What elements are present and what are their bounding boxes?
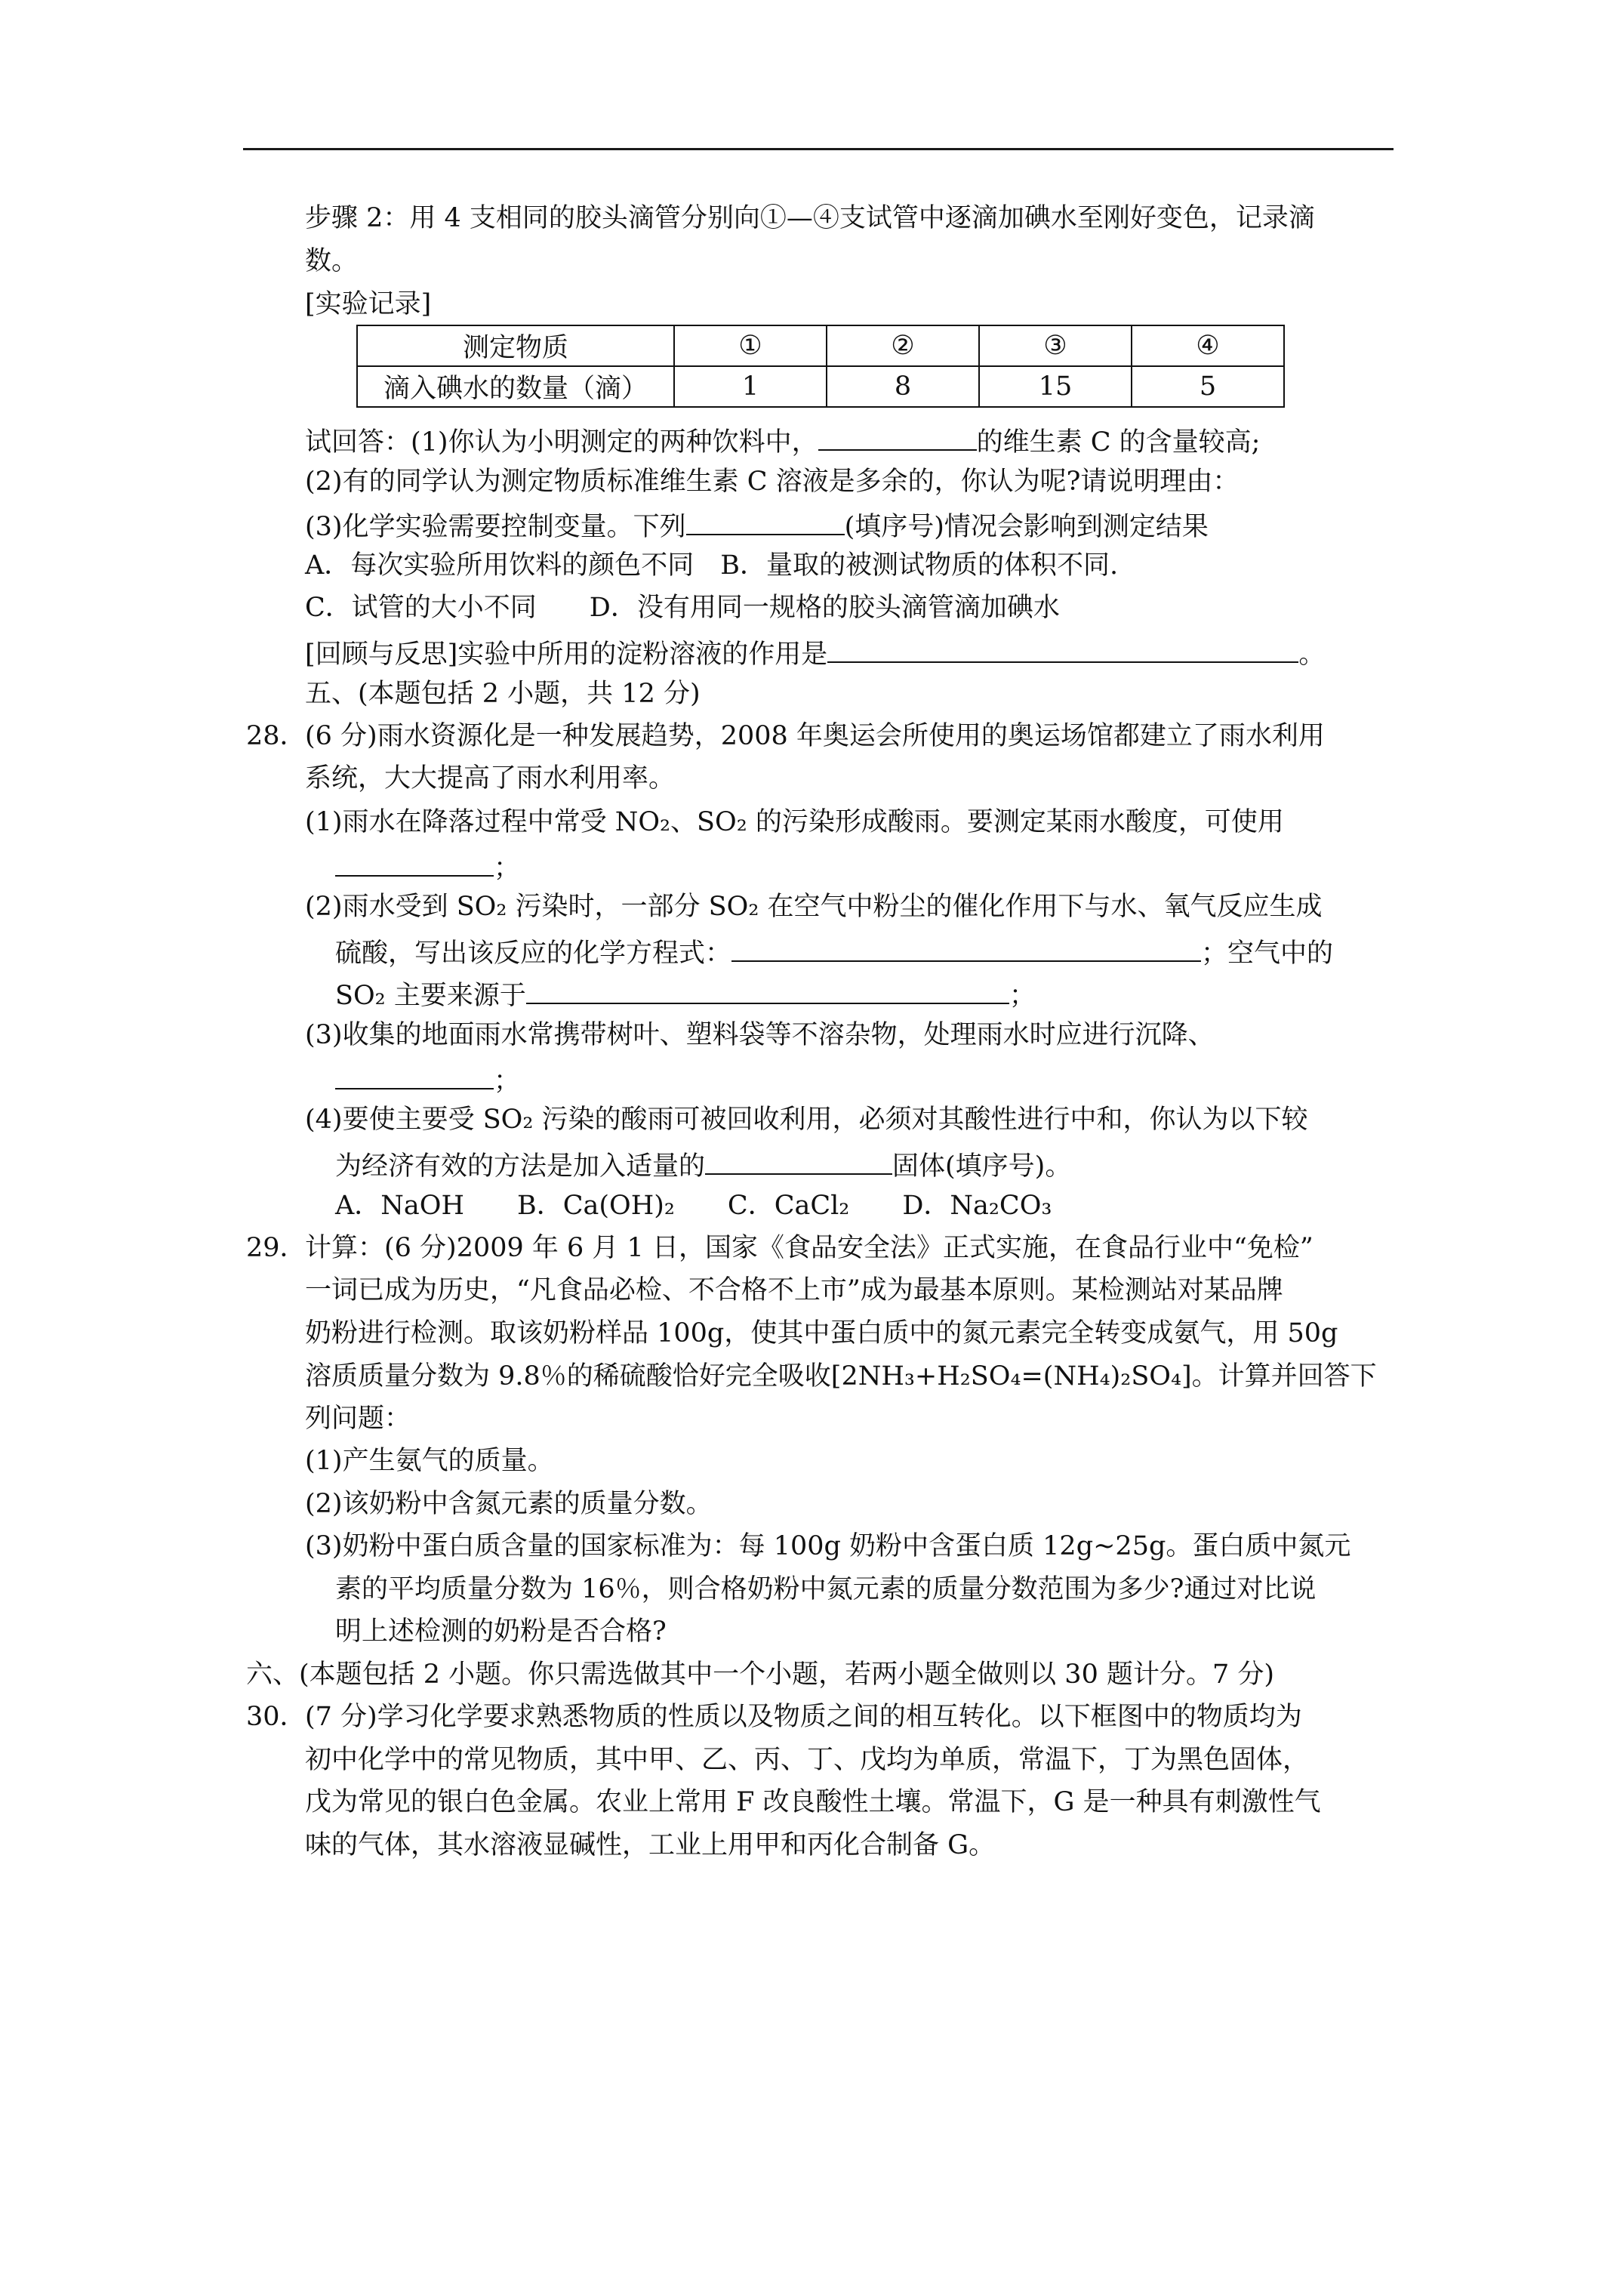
section-6-heading: 六、(本题包括 2 小题。你只需选做其中一个小题，若两小题全做则以 30 题计分。7 分) (246, 1660, 1275, 1690)
table-cell: 15 (979, 366, 1132, 407)
q30-line3: 戊为常见的银白色金属。农业上常用 F 改良酸性土壤。常温下，G 是一种具有刺激性气 (305, 1787, 1321, 1817)
q28-part4-line2 (335, 1147, 1071, 1182)
q27-review-suffix: 。 (1298, 639, 1326, 670)
q28-part2-line3-suffix: ； (1009, 981, 1036, 1011)
q29-sub3-line1: (3)奶粉中蛋白质含量的国家标准为：每 100g 奶粉中含蛋白质 12g~25g。蛋白质中氮元 (305, 1531, 1351, 1561)
q29-line1: 计算：(6 分)2009 年 6 月 1 日，国家《食品安全法》正式实施，在食品行业中“免检” (305, 1233, 1313, 1263)
q28-part4-line1: (4)要使主要受 SO₂ 污染的酸雨可被回收利用，必须对其酸性进行中和，你认为以下较 (305, 1105, 1308, 1135)
table-row-label: 滴入碘水的数量（滴） (357, 366, 674, 407)
table-cell: 5 (1132, 366, 1284, 407)
q28-part2-line2-prefix: 硫酸，写出该反应的化学方程式： (335, 938, 732, 969)
q28-part2-line3 (335, 976, 1036, 1012)
table-column-header: ① (674, 325, 827, 366)
q28-part2-line2 (335, 934, 1333, 969)
q28-part1-end: ； (494, 853, 521, 883)
q28-part2-line3-prefix: SO₂ 主要来源于 (335, 981, 526, 1011)
q28-part1-line2 (335, 849, 520, 884)
q28-intro-line1: (6 分)雨水资源化是一种发展趋势，2008 年奥运会所使用的奥运场馆都建立了雨水利用 (305, 721, 1325, 751)
q29-number: 29． (246, 1233, 306, 1263)
table-column-header: ③ (979, 325, 1132, 366)
q28-part4-line2-suffix: 固体(填序号)。 (892, 1151, 1072, 1182)
q29-sub3-line2: 素的平均质量分数为 16％，则合格奶粉中氮元素的质量分数范围为多少?通过对比说 (335, 1574, 1317, 1604)
q29-line2: 一词已成为历史，“凡食品必检、不合格不上市”成为最基本原则。某检测站对某品牌 (305, 1275, 1283, 1305)
q29-line5: 列问题： (305, 1404, 411, 1434)
q27-part1-suffix: 的维生素 C 的含量较高; (976, 427, 1261, 458)
table-cell: 8 (827, 366, 979, 407)
q28-part3-line2 (335, 1062, 520, 1097)
q29-sub3-line3: 明上述检测的奶粉是否合格? (335, 1616, 667, 1647)
table-row (357, 325, 1284, 366)
q29-sub2: (2)该奶粉中含氮元素的质量分数。 (305, 1489, 713, 1519)
experiment-record-table (356, 325, 1285, 408)
q29-line4: 溶质质量分数为 9.8％的稀硫酸恰好完全吸收[2NH₃+H₂SO₄=(NH₄)₂SO₄]。计算并回答下 (305, 1361, 1377, 1391)
q28-options: A．NaOH B．Ca(OH)₂ C．CaCl₂ D．Na₂CO₃ (335, 1191, 1052, 1221)
q28-part2-line2-suffix: ；空气中的 (1201, 938, 1334, 969)
answer-blank (335, 849, 494, 877)
q27-part2: (2)有的同学认为测定物质标准维生素 C 溶液是多余的，你认为呢?请说明理由： (305, 467, 1240, 497)
answer-blank (731, 934, 1201, 962)
q28-intro-line2: 系统，大大提高了雨水利用率。 (305, 763, 676, 794)
q29-sub1: (1)产生氨气的质量。 (305, 1446, 554, 1476)
q28-part3-line1: (3)收集的地面雨水常携带树叶、塑料袋等不溶杂物，处理雨水时应进行沉降、 (305, 1020, 1215, 1050)
q28-part1-line1: (1)雨水在降落过程中常受 NO₂、SO₂ 的污染形成酸雨。要测定某雨水酸度，可使用 (305, 807, 1284, 837)
section-5-heading: 五、(本题包括 2 小题，共 12 分) (305, 679, 701, 709)
answer-blank (686, 507, 845, 535)
q30-line2: 初中化学中的常见物质，其中甲、乙、丙、丁、戊均为单质，常温下，丁为黑色固体， (305, 1745, 1310, 1775)
q28-part4-line2-prefix: 为经济有效的方法是加入适量的 (335, 1151, 706, 1182)
record-heading: [实验记录] (305, 289, 432, 319)
table-column-header: ② (827, 325, 979, 366)
q27-options-cd: C．试管的大小不同 D．没有用同一规格的胶头滴管滴加碘水 (305, 593, 1060, 623)
answer-blank (827, 635, 1298, 663)
q27-review-prefix: [回顾与反思]实验中所用的淀粉溶液的作用是 (305, 639, 828, 670)
q27-part3 (305, 507, 1209, 543)
q30-number: 30． (246, 1702, 306, 1732)
q27-review (305, 635, 1325, 670)
header-rule (243, 148, 1394, 150)
q29-line3: 奶粉进行检测。取该奶粉样品 100g，使其中蛋白质中的氮元素完全转变成氨气，用 50g (305, 1318, 1338, 1348)
table-column-header: ④ (1132, 325, 1284, 366)
table-row (357, 366, 1284, 407)
q28-part3-end: ； (494, 1066, 521, 1096)
q28-part2-line1: (2)雨水受到 SO₂ 污染时，一部分 SO₂ 在空气中粉尘的催化作用下与水、氧气反应生成 (305, 892, 1323, 922)
q27-part1 (305, 423, 1260, 458)
q27-part1-prefix: 试回答：(1)你认为小明测定的两种饮料中， (305, 427, 818, 458)
q30-line4: 味的气体，其水溶液显碱性，工业上用甲和丙化合制备 G。 (305, 1830, 996, 1860)
q28-number: 28． (246, 721, 306, 751)
q30-line1: (7 分)学习化学要求熟悉物质的性质以及物质之间的相互转化。以下框图中的物质均为 (305, 1702, 1302, 1732)
step2-line2: 数。 (305, 246, 359, 276)
answer-blank (705, 1147, 892, 1175)
table-row-label: 测定物质 (357, 325, 674, 366)
q27-options-ab: A．每次实验所用饮料的颜色不同 B．量取的被测试物质的体积不同. (305, 550, 1119, 581)
answer-blank (526, 976, 1009, 1004)
q27-part3-suffix: (填序号)情况会影响到测定结果 (844, 512, 1209, 542)
table-cell: 1 (674, 366, 827, 407)
q27-part3-prefix: (3)化学实验需要控制变量。下列 (305, 512, 686, 542)
answer-blank (335, 1062, 494, 1089)
step2-line1: 步骤 2：用 4 支相同的胶头滴管分别向①—④支试管中逐滴加碘水至刚好变色，记录滴 (305, 203, 1315, 233)
answer-blank (818, 423, 977, 451)
